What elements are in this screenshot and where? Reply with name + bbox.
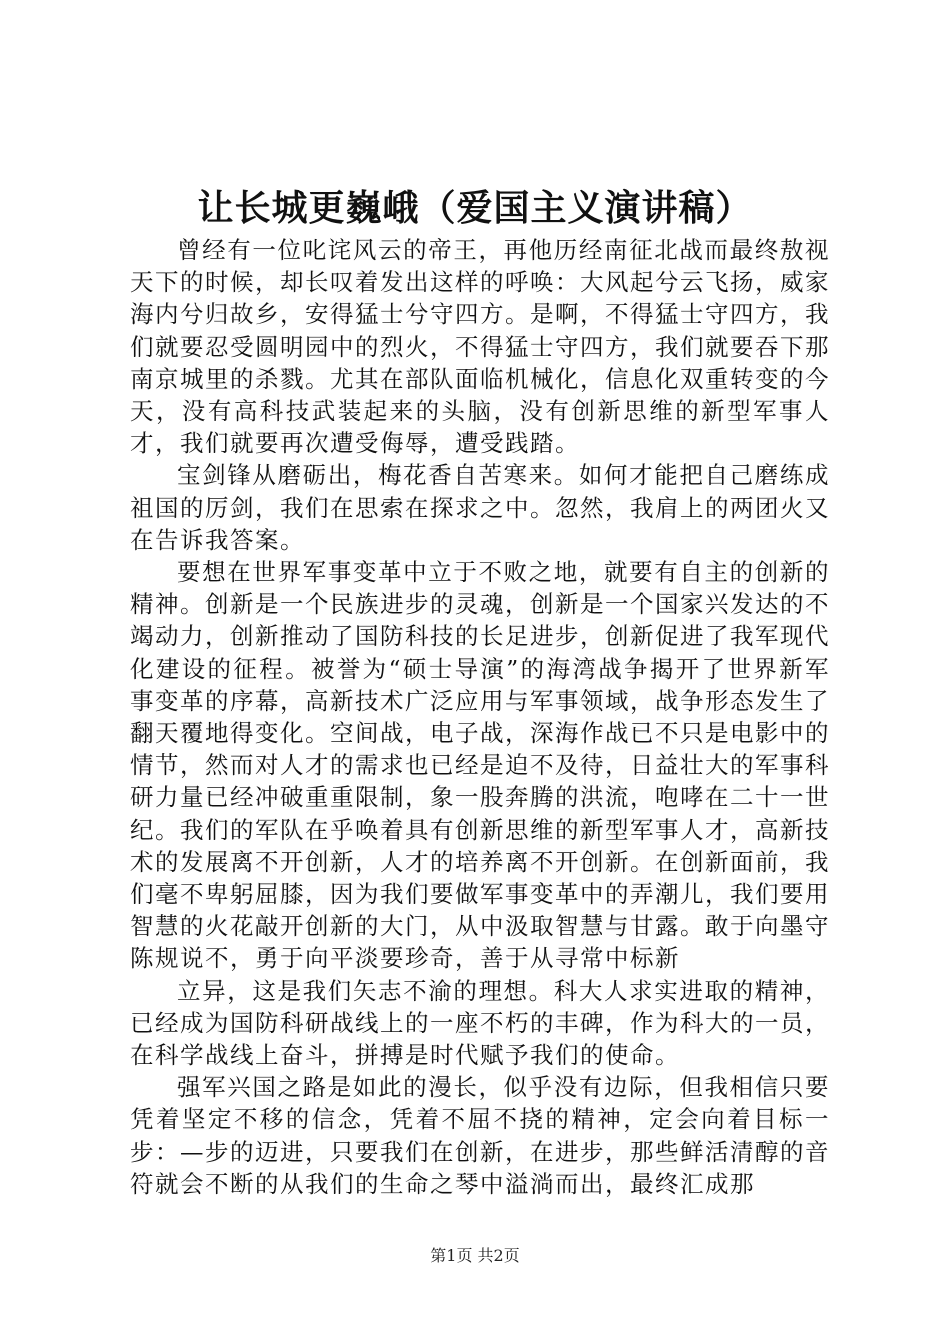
paragraph-1: 曾经有一位叱诧风云的帝王，再他历经南征北战而最终敖视天下的时候，却长叹着发出这样的呼唤：大风起兮云飞扬，威家海内兮归故乡，安得猛士兮守四方。是啊，不得猛士守四方，我们就要忍受圆明园中的烈火，不得猛士守四方，我们就要吞下那南京城里的杀戮。尤其在部队面临机械化，信息化双重转变的今天，没有高科技武装起来的头脑，没有创新思维的新型军事人才，我们就要再次遭受侮辱，遭受践踏。	[130, 236, 830, 458]
document-title: 让长城更巍峨（爱国主义演讲稿）	[197, 187, 753, 229]
paragraph-2: 宝剑锋从磨砺出，梅花香自苦寒来。如何才能把自己磨练成祖国的厉剑，我们在思索在探求之中。忽然，我肩上的两团火又在告诉我答案。	[130, 461, 830, 554]
page-footer: 第1页 共2页	[430, 1246, 520, 1265]
paragraph-3: 要想在世界军事变革中立于不败之地，就要有自主的创新的精神。创新是一个民族进步的灵魂，创新是一个国家兴发达的不竭动力，创新推动了国防科技的长足进步，创新促进了我军现代化建设的征程。被誉为“硕士导演”的海湾战争揭开了世界新军事变革的序幕，高新技术广泛应用与军事领域，战争形态发生了翻天覆地得变化。空间战，电子战，深海作战已不只是电影中的情节，然而对人才的需求也已经是迫不及待，日益壮大的军事科研力量已经冲破重重限制，象一股奔腾的洪流，咆哮在二十一世纪。我们的军队在乎唤着具有创新思维的新型军事人才，高新技术的发展离不开创新，人才的培养离不开创新。在创新面前，我们毫不卑躬屈膝，因为我们要做军事变革中的弄潮儿，我们要用智慧的火花敲开创新的大门，从中汲取智慧与甘露。敢于向墨守陈规说不，勇于向平淡要珍奇，善于从寻常中标新	[130, 558, 830, 973]
paragraph-5: 强军兴国之路是如此的漫长，似乎没有边际，但我相信只要凭着坚定不移的信念，凭着不屈不挠的精神，定会向着目标一步：—步的迈进，只要我们在创新，在进步，那些鲜活清醇的音符就会不断的从我们的生命之琴中溢淌而出，最终汇成那	[130, 1073, 830, 1198]
paragraph-4: 立异，这是我们矢志不渝的理想。科大人求实进取的精神，已经成为国防科研战线上的一座不朽的丰碑，作为科大的一员，在科学战线上奋斗，拼搏是时代赋予我们的使命。	[130, 976, 830, 1070]
document-body	[130, 234, 830, 1200]
